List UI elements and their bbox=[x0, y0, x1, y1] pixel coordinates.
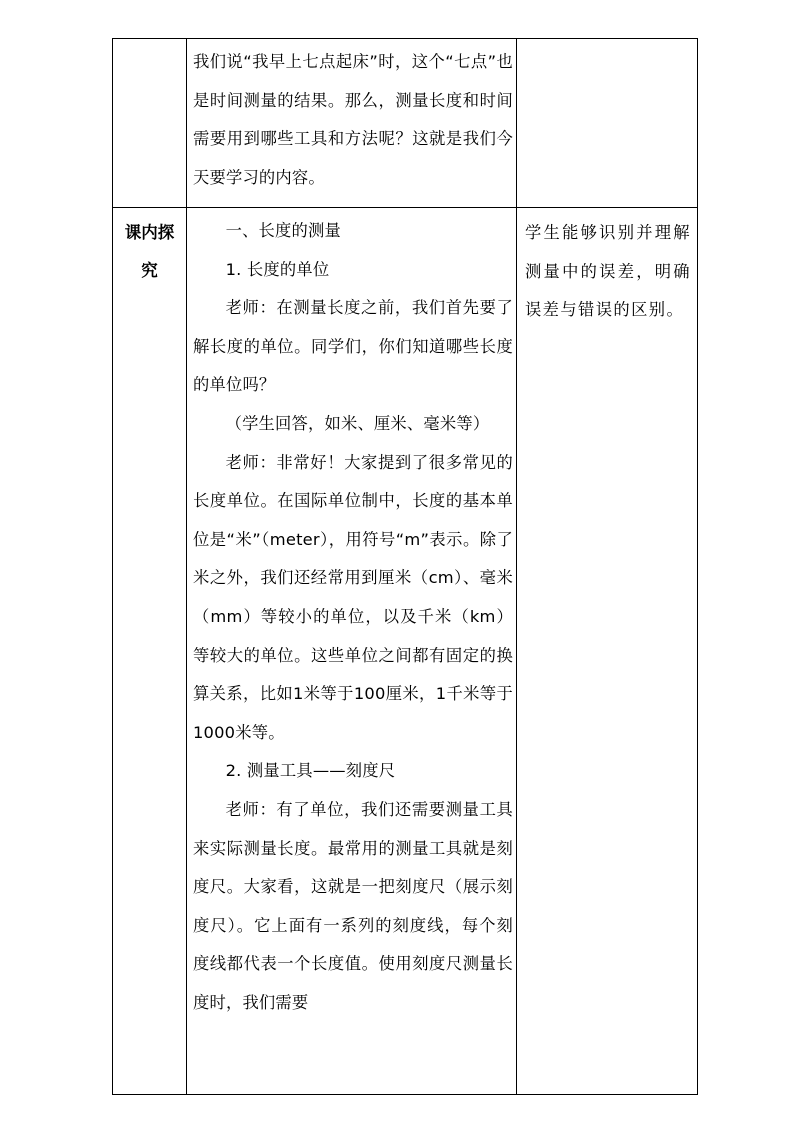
subheading-length-units: 1. 长度的单位 bbox=[225, 259, 330, 279]
intro-content-cell bbox=[187, 39, 517, 208]
explore-content-cell bbox=[187, 208, 517, 1095]
subheading-ruler: 2. 测量工具——刻度尺 bbox=[225, 761, 396, 781]
lesson-plan-table bbox=[112, 38, 698, 1095]
section-label-line2: 究 bbox=[141, 261, 158, 280]
intro-section-cell bbox=[113, 39, 187, 208]
teacher-question-paragraph: 老师：在测量长度之前，我们首先要了解长度的单位。同学们，你们知道哪些长度的单位吗？ bbox=[193, 298, 513, 395]
explore-section-cell bbox=[113, 208, 187, 1095]
learning-goal-text: 学生能够识别并理解测量中的误差，明确误差与错误的区别。 bbox=[525, 223, 691, 320]
teacher-units-paragraph: 老师：非常好！大家提到了很多常见的长度单位。在国际单位制中，长度的基本单位是“米”（meter），用符号“m”表示。除了米之外，我们还经常用到厘米（cm）、毫米（mm）等较小的单位，以及千米（km）等较大的单位。这些单位之间都有固定的换算关系，比如1米等于100厘米，1千米等于1000米等。 bbox=[193, 452, 513, 742]
explore-row bbox=[113, 208, 698, 1095]
heading-length-measurement: 一、长度的测量 bbox=[225, 221, 341, 240]
intro-paragraph: 我们说“我早上七点起床”时，这个“七点”也是时间测量的结果。那么，测量长度和时间需要用到哪些工具和方法呢？这就是我们今天要学习的内容。 bbox=[193, 52, 513, 187]
explore-goal-cell bbox=[517, 208, 698, 1095]
teacher-ruler-paragraph: 老师：有了单位，我们还需要测量工具来实际测量长度。最常用的测量工具就是刻度尺。大家看，这就是一把刻度尺（展示刻度尺）。它上面有一系列的刻度线，每个刻度线都代表一个长度值。使用刻度尺测量长度时，我们需要 bbox=[193, 799, 513, 1012]
student-answer-paragraph: （学生回答，如米、厘米、毫米等） bbox=[225, 413, 490, 433]
intro-row bbox=[113, 39, 698, 208]
section-label-line1: 课内探 bbox=[124, 223, 175, 242]
intro-goal-cell bbox=[517, 39, 698, 208]
